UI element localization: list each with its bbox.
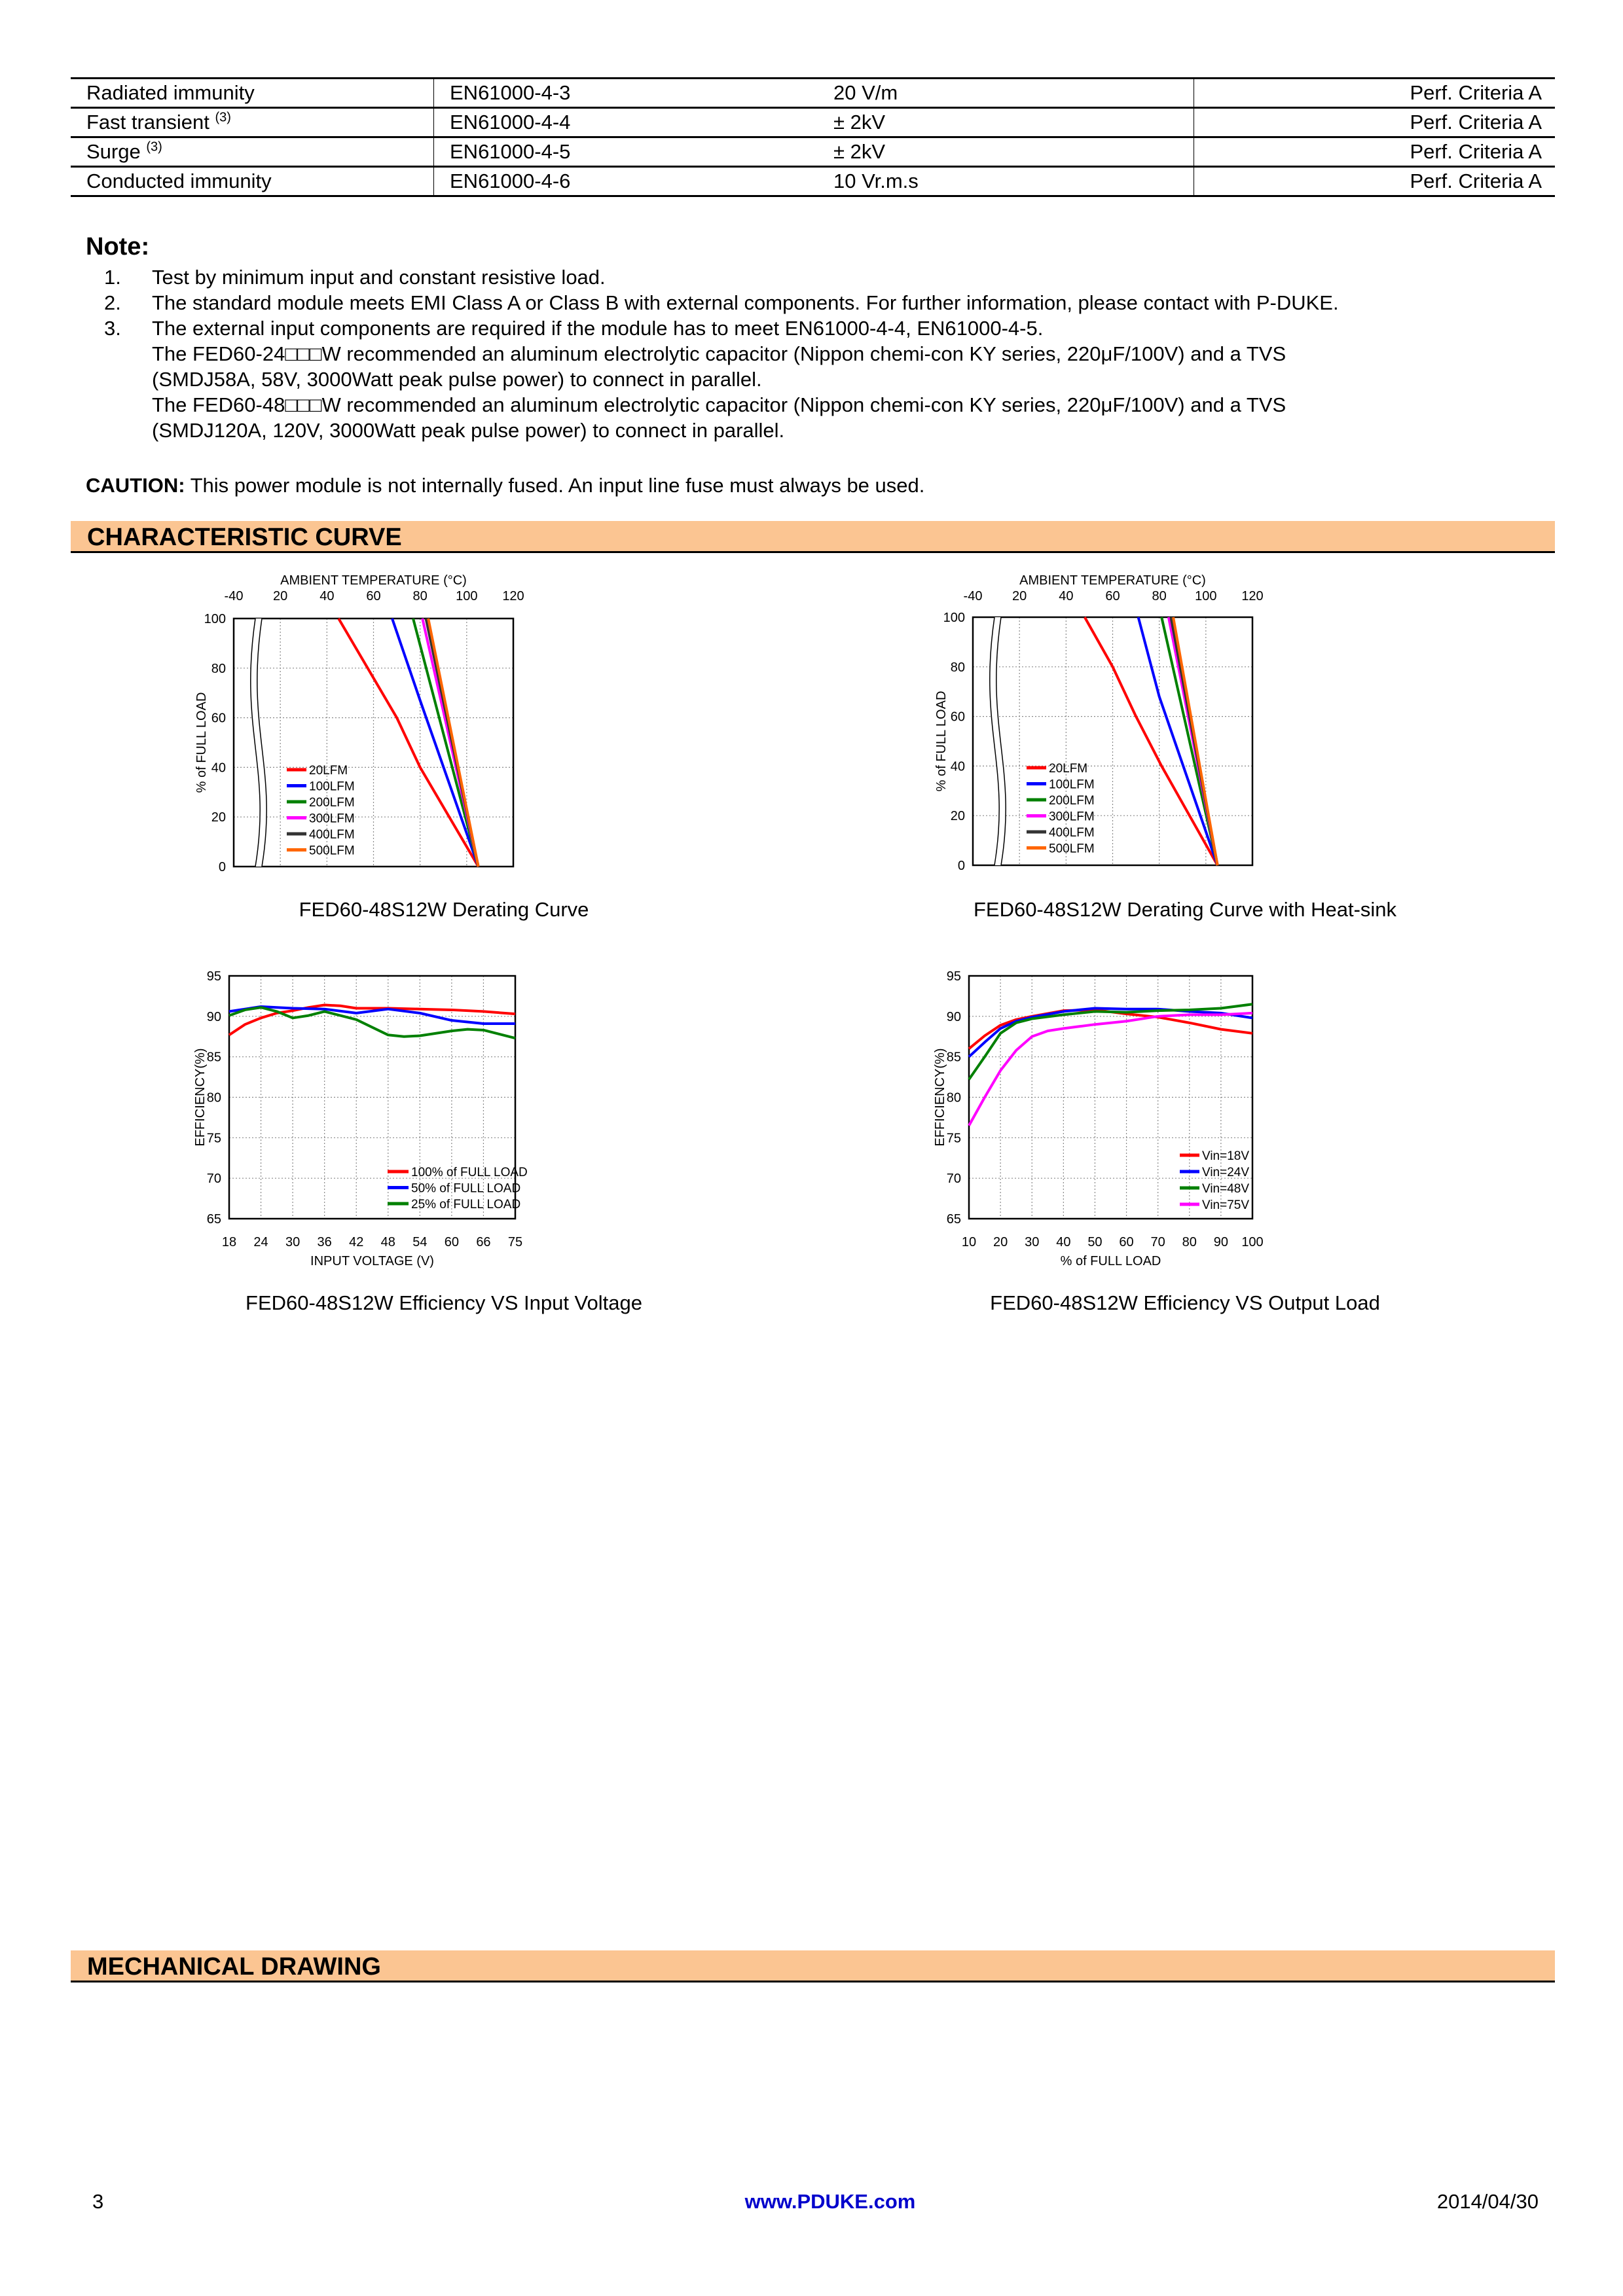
x-tick-label: 66 xyxy=(476,1235,491,1249)
criteria-text: Perf. Criteria A xyxy=(1410,111,1542,134)
criteria xyxy=(1194,167,1556,196)
standard xyxy=(434,137,814,167)
criteria xyxy=(1194,108,1556,137)
x-tick-label: 80 xyxy=(412,589,428,603)
x-tick-label: 60 xyxy=(444,1235,460,1249)
criteria xyxy=(1194,79,1556,108)
x-tick-label: 40 xyxy=(319,589,335,603)
y-tick-label: 0 xyxy=(218,860,226,874)
note-text: The standard module meets EMI Class A or Class B with external components. For further information, please contact with P-DUKE. xyxy=(152,291,1339,314)
table-row xyxy=(71,167,1555,196)
x-tick-label: 30 xyxy=(285,1235,301,1249)
y-tick-label: 0 xyxy=(957,859,965,873)
note-number xyxy=(86,367,152,392)
y-tick-label: 40 xyxy=(950,759,965,774)
y-tick-label: 90 xyxy=(206,1009,221,1024)
y-tick-label: 40 xyxy=(211,761,226,776)
x-tick-label: 30 xyxy=(1025,1235,1040,1249)
y-tick-label: 80 xyxy=(206,1090,221,1105)
x-tick-label: 20 xyxy=(273,589,288,603)
legend-label: 300LFM xyxy=(309,812,355,826)
criteria-text: Perf. Criteria A xyxy=(1410,140,1542,163)
y-tick-label: 20 xyxy=(211,810,226,825)
y-tick-label: 95 xyxy=(946,969,961,984)
y-tick-label: 100 xyxy=(943,611,965,625)
x-axis-label: INPUT VOLTAGE (V) xyxy=(310,1254,434,1268)
legend-label: Vin=18V xyxy=(1202,1149,1250,1163)
x-tick-label: -40 xyxy=(224,589,244,603)
test-level-text: ± 2kV xyxy=(833,140,886,163)
legend-label: 400LFM xyxy=(1049,826,1095,840)
x-tick-label: 18 xyxy=(221,1235,237,1249)
x-tick-label: 54 xyxy=(412,1235,428,1249)
standard xyxy=(434,108,814,137)
website-link[interactable]: www.PDUKE.com xyxy=(744,2190,916,2213)
note-text: Test by minimum input and constant resistive load. xyxy=(152,266,606,289)
x-tick-label: 10 xyxy=(961,1235,977,1249)
x-axis-label: AMBIENT TEMPERATURE (°C) xyxy=(280,573,467,588)
x-tick-label: 70 xyxy=(1150,1235,1165,1249)
y-tick-label: 75 xyxy=(206,1131,221,1146)
chart-caption: FED60-48S12W Derating Curve with Heat-sink xyxy=(973,898,1397,921)
legend-label: 100% of FULL LOAD xyxy=(411,1166,528,1179)
section-title: MECHANICAL DRAWING xyxy=(87,1953,381,1981)
x-tick-label: 24 xyxy=(253,1235,268,1249)
chart-caption: FED60-48S12W Efficiency VS Output Load xyxy=(990,1291,1380,1314)
emc-immunity-table xyxy=(71,77,1555,197)
x-tick-label: 20 xyxy=(1012,589,1027,603)
legend-label: 400LFM xyxy=(309,828,355,842)
x-tick-label: 75 xyxy=(507,1235,523,1249)
note-item xyxy=(86,392,1339,418)
test-item xyxy=(71,108,434,137)
y-tick-label: 60 xyxy=(211,711,226,726)
legend-label: 100LFM xyxy=(309,780,355,794)
series-line-vin-75v xyxy=(969,1013,1252,1126)
legend-label: 50% of FULL LOAD xyxy=(411,1181,521,1196)
y-axis-label: EFFICIENCY(%) xyxy=(193,1048,208,1147)
x-axis-label: AMBIENT TEMPERATURE (°C) xyxy=(1019,573,1206,588)
x-tick-label: 60 xyxy=(366,589,381,603)
x-tick-label: 90 xyxy=(1213,1235,1229,1249)
note-text: (SMDJ58A, 58V, 3000Watt peak pulse power) to connect in parallel. xyxy=(152,368,762,391)
x-tick-label: 50 xyxy=(1087,1235,1103,1249)
efficiency-vs-input-chart xyxy=(190,962,714,1276)
note-item xyxy=(86,290,1339,315)
series-line-20lfm xyxy=(338,619,479,867)
footnote-ref: (3) xyxy=(215,110,231,125)
x-tick-label: 100 xyxy=(1241,1235,1264,1249)
test-item-text: Radiated immunity xyxy=(86,81,255,104)
y-tick-label: 85 xyxy=(206,1050,221,1065)
page-number: 3 xyxy=(92,2190,104,2213)
standard xyxy=(434,167,814,196)
axis-break-fill xyxy=(990,617,1006,865)
y-axis-label: % of FULL LOAD xyxy=(934,691,949,792)
x-tick-label: 80 xyxy=(1182,1235,1197,1249)
x-tick-label: 20 xyxy=(993,1235,1008,1249)
x-tick-label: 42 xyxy=(349,1235,364,1249)
note-number: 1. xyxy=(104,266,121,289)
y-tick-label: 80 xyxy=(950,660,965,675)
chart-caption: FED60-48S12W Derating Curve xyxy=(299,898,589,921)
legend-label: 500LFM xyxy=(1049,842,1095,856)
legend-label: 200LFM xyxy=(1049,794,1095,808)
axis-break-fill xyxy=(251,619,266,867)
test-level xyxy=(814,137,1194,167)
legend-label: Vin=48V xyxy=(1202,1182,1250,1196)
y-tick-label: 20 xyxy=(950,809,965,824)
note-text: The FED60-48□□□W recommended an aluminum electrolytic capacitor (Nippon chemi-con KY series, 220μF/100V) and a TVS xyxy=(152,393,1286,416)
series-line-200lfm xyxy=(413,619,479,867)
standard-text: EN61000-4-3 xyxy=(450,81,571,104)
standard-text: EN61000-4-5 xyxy=(450,140,571,163)
test-level xyxy=(814,79,1194,108)
note-text: The external input components are required if the module has to meet EN61000-4-4, EN61000-4-5. xyxy=(152,317,1044,340)
note-number: 2. xyxy=(104,291,121,314)
caution-label: CAUTION: xyxy=(86,474,185,497)
standard xyxy=(434,79,814,108)
y-tick-label: 95 xyxy=(206,969,221,984)
test-item xyxy=(71,167,434,196)
test-item xyxy=(71,79,434,108)
test-level xyxy=(814,167,1194,196)
test-item-text: Conducted immunity xyxy=(86,170,272,192)
note-text: The FED60-24□□□W recommended an aluminum electrolytic capacitor (Nippon chemi-con KY series, 220μF/100V) and a TVS xyxy=(152,342,1286,365)
test-level xyxy=(814,108,1194,137)
x-tick-label: 120 xyxy=(1241,589,1264,603)
y-tick-label: 75 xyxy=(946,1131,961,1146)
y-axis-label: % of FULL LOAD xyxy=(194,692,209,793)
note-item xyxy=(86,341,1339,367)
standard-text: EN61000-4-4 xyxy=(450,111,571,134)
note-number: 3. xyxy=(104,317,121,340)
note-list xyxy=(86,264,1339,443)
series-line-20lfm xyxy=(1085,617,1218,865)
x-tick-label: 60 xyxy=(1105,589,1120,603)
criteria-text: Perf. Criteria A xyxy=(1410,170,1542,192)
chart-caption: FED60-48S12W Efficiency VS Input Voltage xyxy=(246,1291,642,1314)
footnote-ref: (3) xyxy=(146,139,162,154)
x-tick-label: 60 xyxy=(1119,1235,1134,1249)
legend-label: Vin=75V xyxy=(1202,1198,1250,1212)
x-tick-label: 80 xyxy=(1152,589,1167,603)
note-item xyxy=(86,315,1339,341)
x-tick-label: 48 xyxy=(380,1235,395,1249)
x-tick-label: 100 xyxy=(1195,589,1217,603)
x-axis-label: % of FULL LOAD xyxy=(1060,1254,1161,1268)
criteria-text: Perf. Criteria A xyxy=(1410,81,1542,104)
x-tick-label: 40 xyxy=(1056,1235,1071,1249)
note-number xyxy=(86,392,152,418)
legend-label: 20LFM xyxy=(309,764,348,778)
table-row xyxy=(71,79,1555,108)
derating-curve-heatsink-chart xyxy=(930,563,1453,890)
derating-curve-chart xyxy=(190,563,714,890)
standard-text: EN61000-4-6 xyxy=(450,170,571,192)
caution-text xyxy=(86,474,924,497)
table-row xyxy=(71,108,1555,137)
note-number xyxy=(86,341,152,367)
section-header-mechanical-drawing xyxy=(71,1950,1555,1982)
note-heading: Note: xyxy=(86,233,150,260)
test-level-text: ± 2kV xyxy=(833,111,886,134)
legend-label: 300LFM xyxy=(1049,810,1095,824)
note-text: (SMDJ120A, 120V, 3000Watt peak pulse power) to connect in parallel. xyxy=(152,419,785,442)
x-tick-label: 36 xyxy=(317,1235,332,1249)
note-item xyxy=(86,418,1339,443)
legend-label: Vin=24V xyxy=(1202,1166,1250,1179)
y-tick-label: 85 xyxy=(946,1050,961,1065)
note-number xyxy=(86,418,152,443)
caution-body: This power module is not internally fused. An input line fuse must always be used. xyxy=(185,474,925,497)
y-axis-label: EFFICIENCY(%) xyxy=(933,1048,947,1147)
efficiency-vs-load-chart xyxy=(930,962,1453,1276)
test-level-text: 20 V/m xyxy=(833,81,898,104)
table-row xyxy=(71,137,1555,167)
y-tick-label: 70 xyxy=(946,1172,961,1187)
test-level-text: 10 Vr.m.s xyxy=(833,170,919,192)
x-tick-label: 40 xyxy=(1059,589,1074,603)
legend-label: 500LFM xyxy=(309,844,355,858)
legend-label: 200LFM xyxy=(309,796,355,810)
y-tick-label: 80 xyxy=(946,1090,961,1105)
x-tick-label: -40 xyxy=(963,589,983,603)
note-item xyxy=(86,367,1339,392)
y-tick-label: 65 xyxy=(946,1212,961,1227)
y-tick-label: 65 xyxy=(206,1212,221,1227)
document-date: 2014/04/30 xyxy=(1436,2190,1539,2213)
section-header-characteristic-curve xyxy=(71,521,1555,553)
y-tick-label: 100 xyxy=(204,612,226,626)
note-item xyxy=(86,264,1339,290)
legend-label: 20LFM xyxy=(1049,762,1088,776)
criteria xyxy=(1194,137,1556,167)
y-tick-label: 60 xyxy=(950,709,965,725)
test-item-text: Fast transient xyxy=(86,111,210,134)
x-tick-label: 100 xyxy=(456,589,478,603)
section-title: CHARACTERISTIC CURVE xyxy=(87,524,402,551)
legend-label: 100LFM xyxy=(1049,778,1095,792)
y-tick-label: 70 xyxy=(206,1172,221,1187)
legend-label: 25% of FULL LOAD xyxy=(411,1198,521,1211)
test-item-text: Surge xyxy=(86,140,141,163)
y-tick-label: 90 xyxy=(946,1009,961,1024)
y-tick-label: 80 xyxy=(211,661,226,676)
x-tick-label: 120 xyxy=(502,589,524,603)
test-item xyxy=(71,137,434,167)
